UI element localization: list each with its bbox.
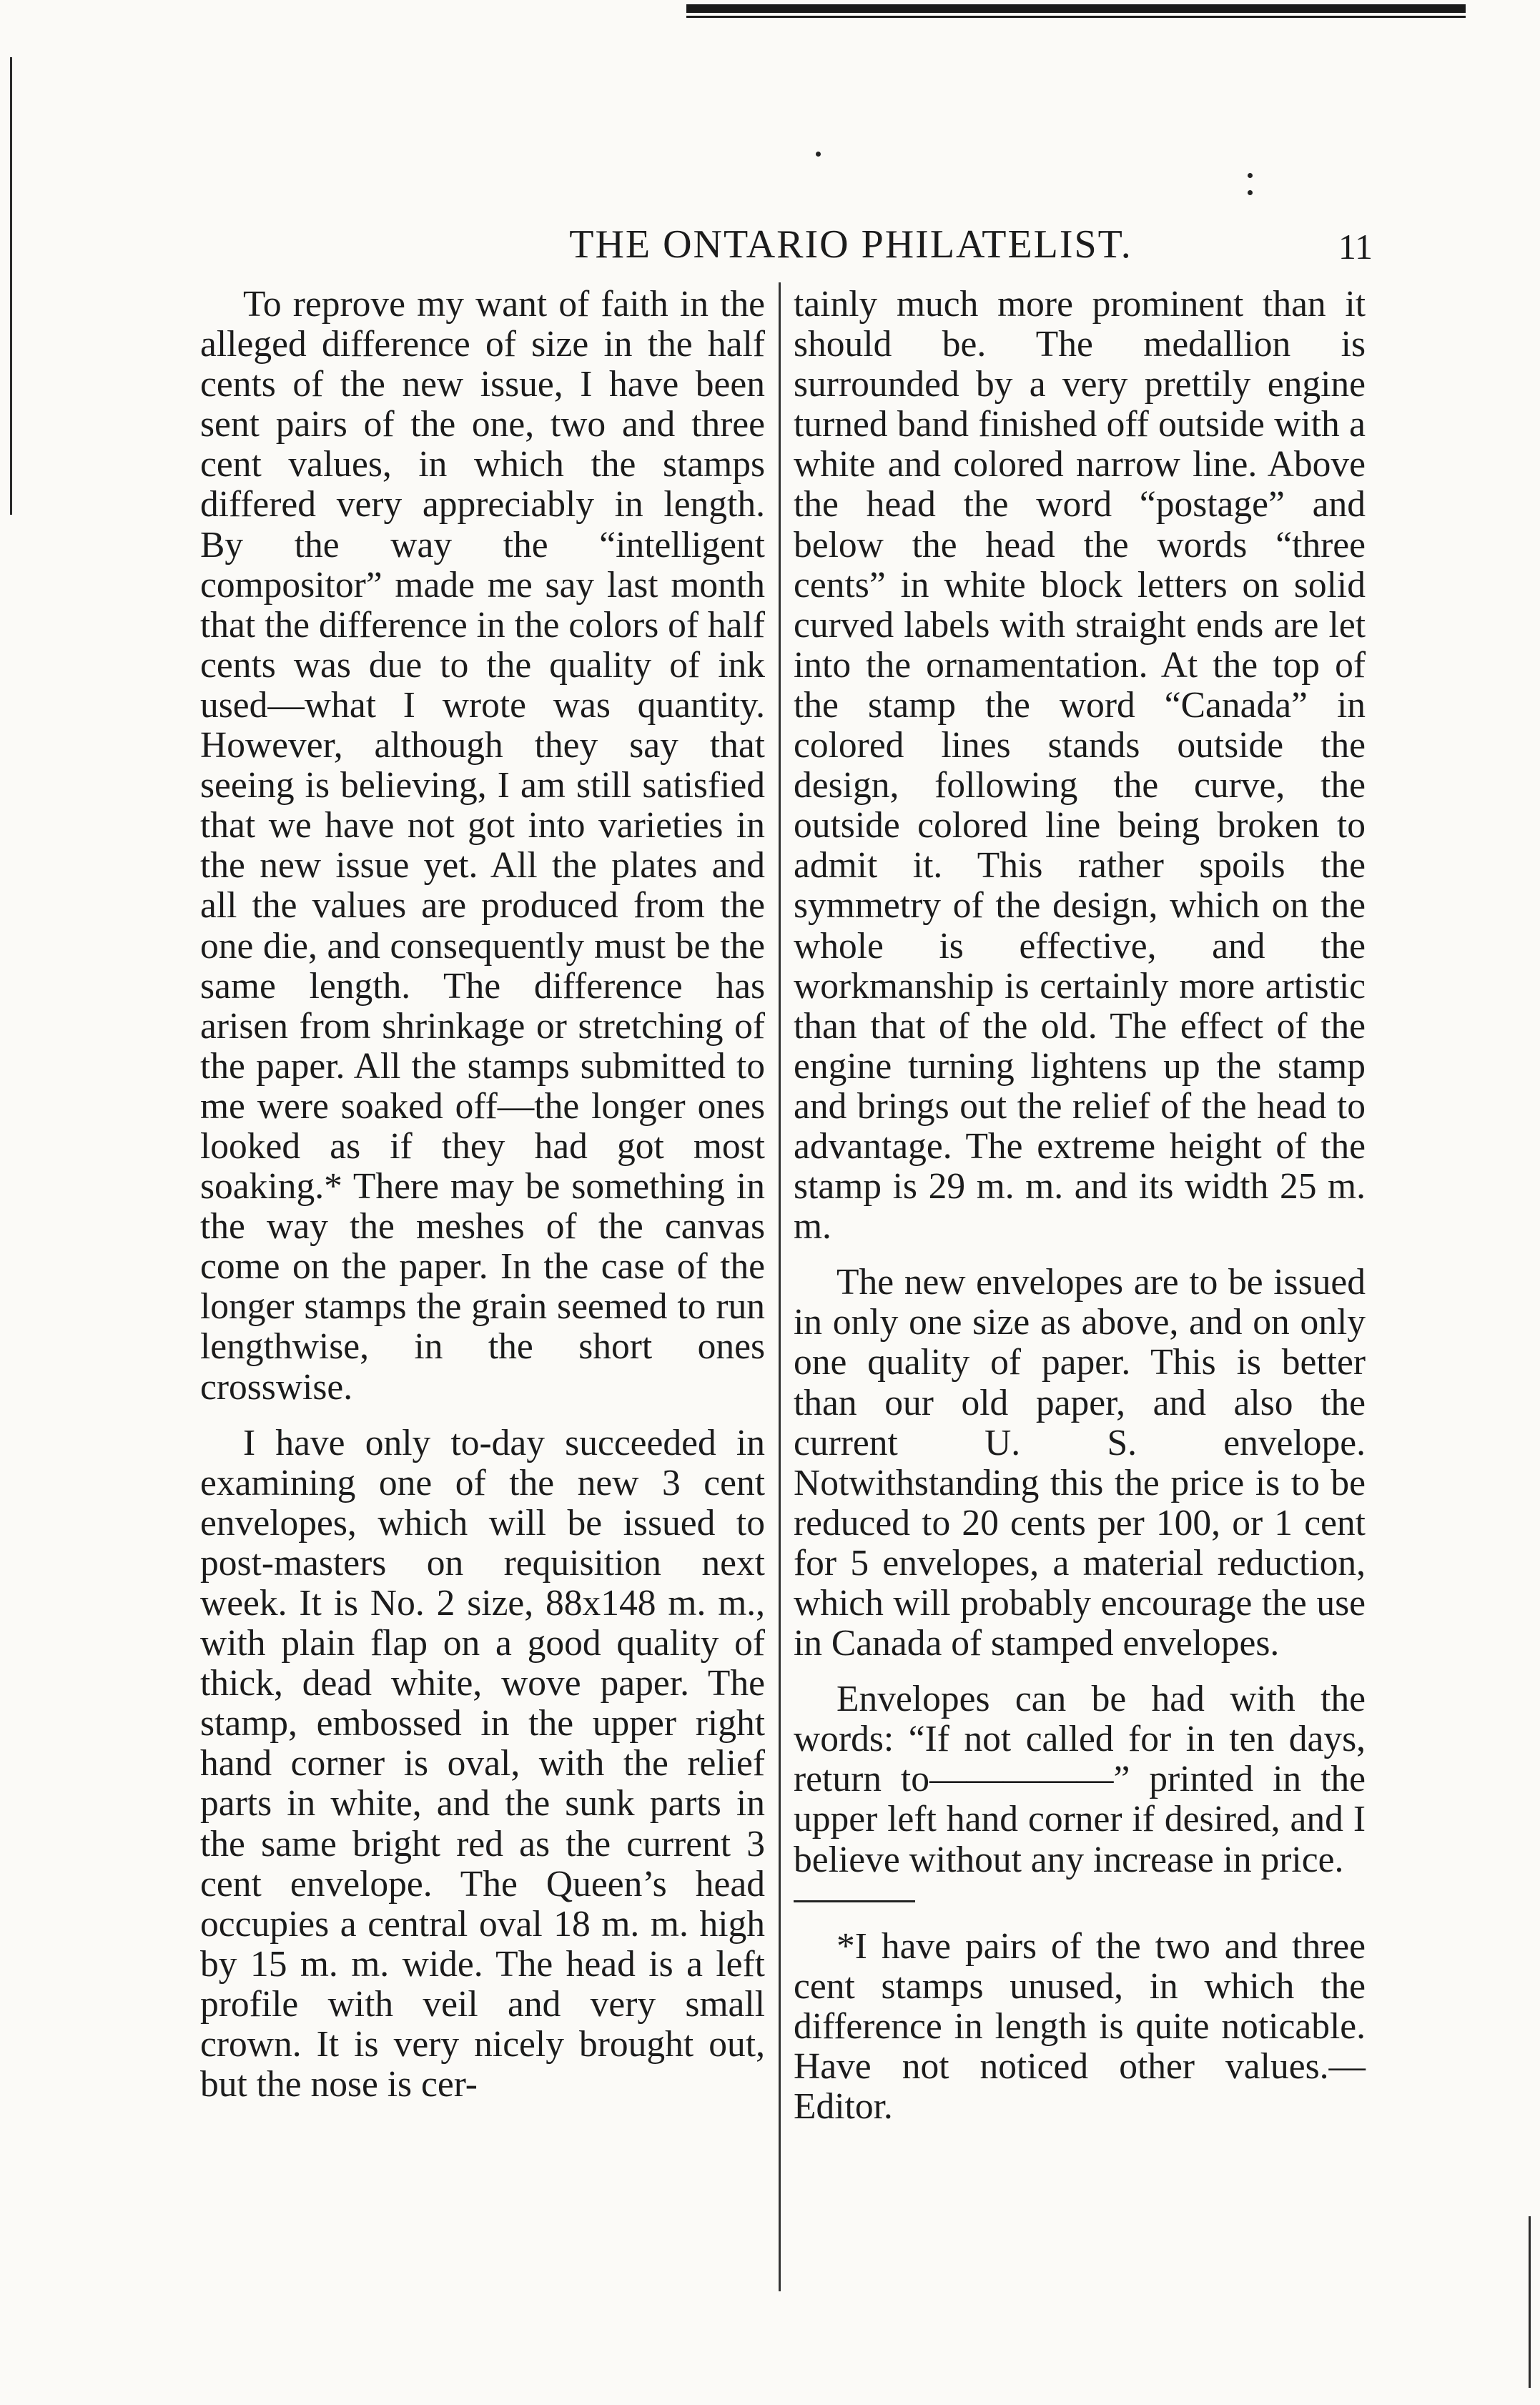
top-border-rule [686, 4, 1466, 13]
page-number: 11 [1338, 227, 1373, 267]
column-divider [779, 282, 781, 2291]
right-column [794, 285, 1366, 2127]
top-border-rule-thin [686, 16, 1466, 18]
paragraph: tainly much more prominent than it should be. The medallion is surrounded by a very prettily engine turned band finished off outside with a white and colored narrow line. Above the head the word “postage” and below the head the words “three cents” in white block letters on solid curved labels with straight ends are let into the ornamentation. At the top of the stamp the word “Canada” in colored lines stands outside the design, following the curve, the outside colored line being broken to admit it. This rather spoils the symmetry of the design, which on the whole is effective, and the workmanship is certainly more artistic than that of the old. The effect of the engine turning lightens up the stamp and brings out the relief of the head to advantage. The extreme height of the stamp is 29 m. m. and its width 25 m. m. [794, 284, 1366, 1248]
page-header [186, 207, 1373, 265]
scan-edge-mark [1529, 2216, 1531, 2388]
paragraph: The new envelopes are to be issued in only one size as above, and on only one quality of paper. This is better than our old paper, and also the current U. S. envelope. Notwithstanding this the price is to be reduced to 20 cents per 100, or 1 cent for 5 envelopes, a material reduction, which will probably encourage the use in Canada of stamped envelopes. [794, 1262, 1366, 1664]
scan-speck [1248, 173, 1253, 178]
scan-edge-mark [10, 57, 12, 515]
paragraph: I have only to-day succeeded in examining one of the new 3 cent envelopes, which will be issued to post-masters on requisition next week. It is No. 2 size, 88x148 m. m., with plain flap on a good quality of thick, dead white, wove paper. The stamp, embossed in the upper right hand corner is oval, with the relief parts in white, and the sunk parts in the same bright red as the current 3 cent envelope. The Queen’s head occupies a central oval 18 m. m. high by 15 m. m. wide. The head is a left profile with veil and very small crown. It is very nicely brought out, but the nose is cer- [200, 1422, 765, 2105]
scan-speck [816, 152, 821, 157]
footnote-divider [794, 1900, 915, 1902]
left-column [200, 285, 765, 2105]
paragraph: Envelopes can be had with the words: “If not called for in ten days, return to—————” printed in the upper left hand corner if desired, and I believe without any increase in price. [794, 1679, 1366, 1880]
scan-speck [1248, 190, 1253, 195]
footnote: *I have pairs of the two and three cent stamps unused, in which the difference in length is quite noticable. Have not noticed other values.—Editor. [794, 1925, 1366, 2128]
journal-title: THE ONTARIO PHILATELIST. [569, 222, 1132, 267]
paragraph: To reprove my want of faith in the alleged difference of size in the half cents of the new issue, I have been sent pairs of the one, two and three cent values, in which the stamps differed very appreciably in length. By the way the “intelligent compositor” made me say last month that the difference in the colors of half cents was due to the quality of ink used—what I wrote was quantity. However, although they say that seeing is believing, I am still satisfied that we have not got into varieties in the new issue yet. All the plates and all the values are produced from the one die, and consequently must be the same length. The difference has arisen from shrinkage or stretching of the paper. All the stamps submitted to me were soaked off—the longer ones looked as if they had got most soaking.* There may be something in the way the meshes of the canvas come on the paper. In the case of the longer stamps the grain seemed to run lengthwise, in the short ones crosswise. [200, 284, 765, 1408]
